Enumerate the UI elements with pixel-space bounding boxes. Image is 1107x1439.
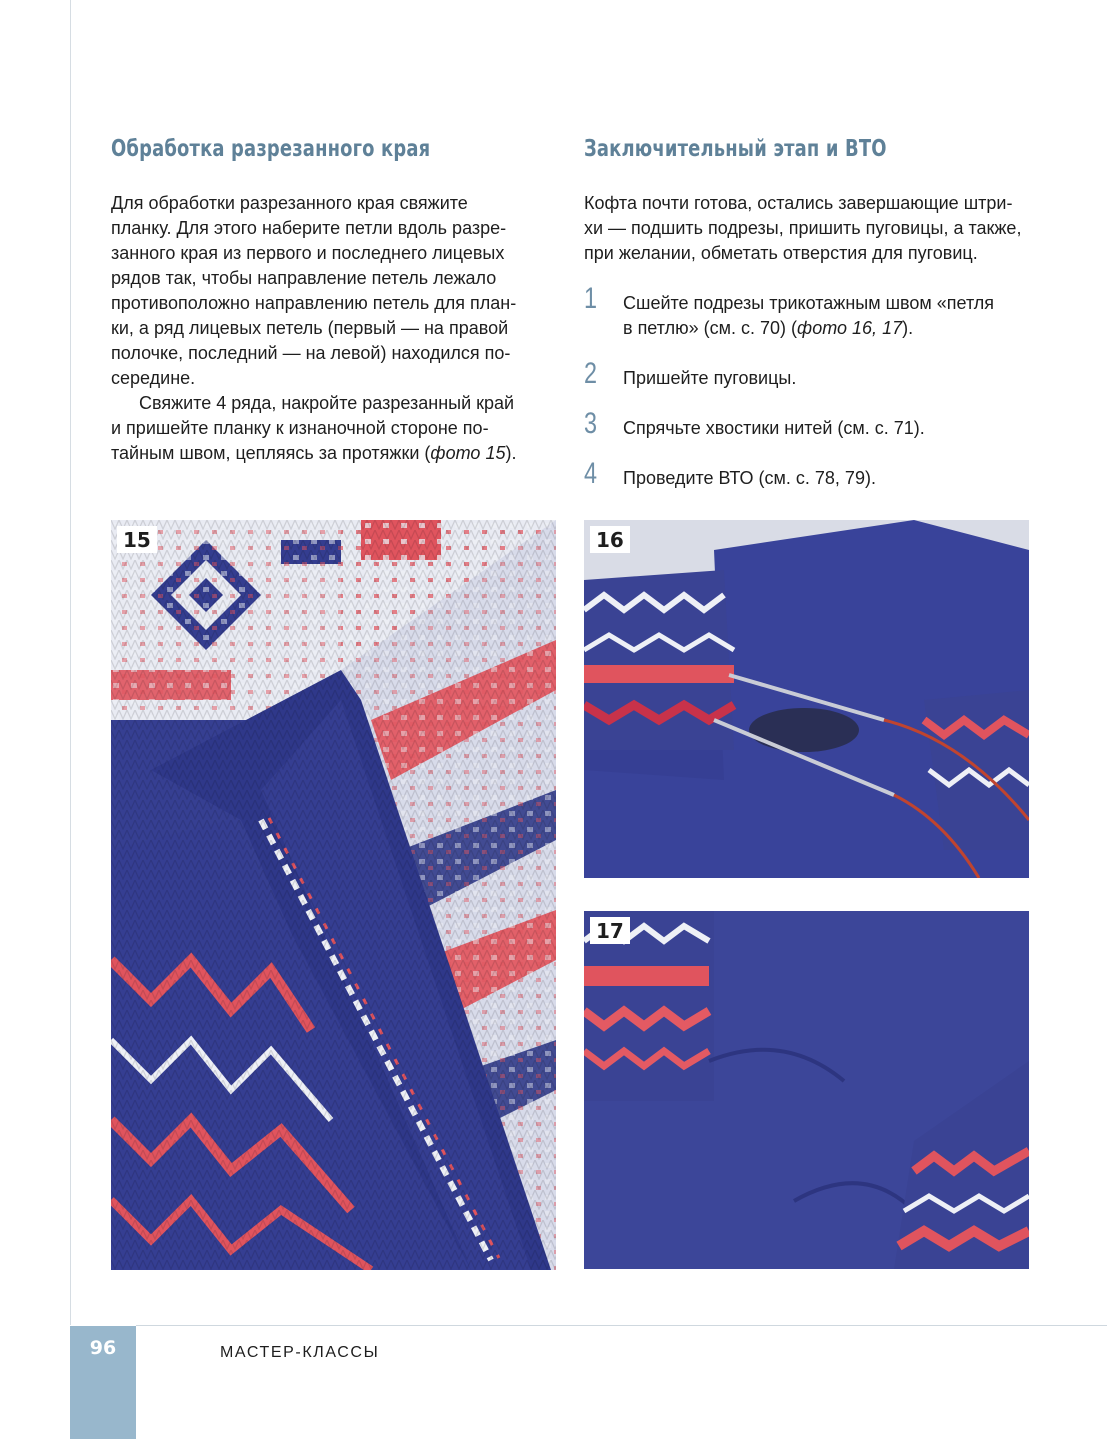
text-fragment: тайным швом, цепляясь за протяжки ( — [111, 443, 431, 463]
spine-rule — [70, 0, 71, 1325]
photo-15 — [111, 520, 556, 1270]
step-text: Спрячьте хвостики нитей (см. с. 71). — [623, 418, 925, 438]
text-line: и пришейте планку к изнаночной стороне по- — [111, 418, 489, 438]
step-text: Пришейте пуговицы. — [623, 368, 797, 388]
section-name: МАСТЕР-КЛАССЫ — [220, 1344, 380, 1361]
text-line: Для обработки разрезанного края свяжите — [111, 193, 468, 213]
knitted-sweater-seam-illustration — [584, 911, 1029, 1269]
step-number: 4 — [584, 457, 598, 490]
photo-16 — [584, 520, 1029, 878]
text-line: ки, а ряд лицевых петель (первый — на правой — [111, 318, 509, 338]
text-fragment: в петлю» (см. с. 70) ( — [623, 318, 797, 338]
left-heading: Обработка разрезанного края — [111, 136, 431, 162]
footer-rule — [136, 1325, 1107, 1326]
photo-reference: фото 15 — [430, 443, 506, 463]
text-line: Кофта почти готова, остались завершающие штри- — [584, 193, 1013, 213]
right-intro — [584, 191, 1034, 266]
photo-label: 16 — [590, 526, 630, 553]
text-line: противоположно направлению петель для план- — [111, 293, 517, 313]
right-heading: Заключительный этап и ВТО — [584, 136, 887, 162]
page-tab — [70, 1326, 136, 1439]
photo-label: 15 — [117, 526, 157, 553]
text-line: Свяжите 4 ряда, накройте разрезанный край — [139, 393, 515, 413]
text-line: середине. — [111, 368, 196, 388]
step-number: 1 — [584, 282, 598, 315]
step-number: 2 — [584, 357, 598, 390]
knitted-cardigan-illustration — [111, 520, 556, 1270]
step-text — [623, 291, 994, 341]
text-fragment: ). — [505, 443, 517, 463]
text-line: занного края из первого и последнего лицевых — [111, 243, 505, 263]
text-line: при желании, обметать отверстия для пуговиц. — [584, 243, 978, 263]
page-number: 96 — [89, 1337, 117, 1359]
text-line: хи — подшить подрезы, пришить пуговицы, а также, — [584, 218, 1022, 238]
text-fragment: ). — [902, 318, 914, 338]
knitted-sweater-needles-illustration — [584, 520, 1029, 878]
photo-reference: фото 16, 17 — [796, 318, 903, 338]
text-line: планку. Для этого наберите петли вдоль разре- — [111, 218, 507, 238]
step-text: Проведите ВТО (см. с. 78, 79). — [623, 468, 876, 488]
text-line: рядов так, чтобы направление петель лежало — [111, 268, 497, 288]
text-line — [623, 316, 994, 341]
text-line: Сшейте подрезы трикотажным швом «петля — [623, 293, 995, 313]
text-line — [111, 441, 561, 466]
left-paragraph-1 — [111, 191, 561, 391]
photo-label: 17 — [590, 917, 630, 944]
step-number: 3 — [584, 407, 598, 440]
photo-17 — [584, 911, 1029, 1269]
text-line: полочке, последний — на левой) находился по- — [111, 343, 511, 363]
left-paragraph-2 — [111, 391, 561, 466]
